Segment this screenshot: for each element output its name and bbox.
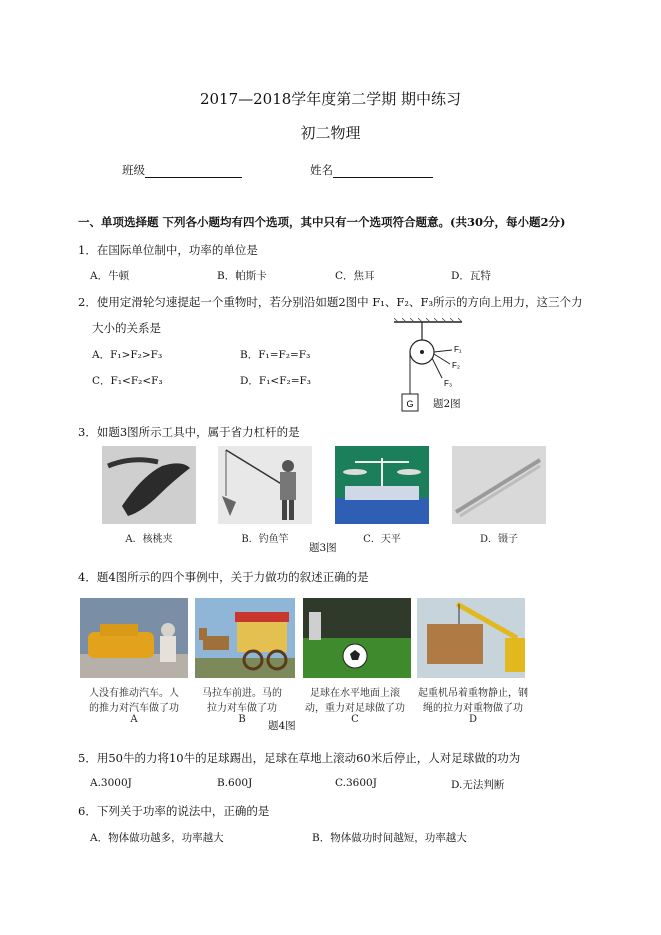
balance-icon: [335, 446, 429, 524]
q4-stem: 4．题4图所示的四个事例中，关于力做功的叙述正确的是: [78, 570, 369, 584]
push-car-image: [80, 598, 188, 678]
weight-label: G: [406, 399, 414, 409]
fishing-rod-image: [218, 446, 312, 524]
q3-caption-c: C．天平: [363, 534, 401, 545]
q5-option-a: A.3000J: [90, 777, 132, 789]
q3-stem: 3．如题3图所示工具中，属于省力杠杆的是: [78, 425, 300, 439]
q4-caption-a-line1: 人没有推动汽车。人: [89, 688, 179, 699]
q1-option-d: D．瓦特: [451, 270, 491, 282]
name-field: [310, 162, 433, 178]
fishing-rod-icon: [218, 446, 312, 524]
q5-option-c: C.3600J: [335, 777, 377, 789]
class-field: [122, 162, 242, 178]
name-blank[interactable]: [333, 163, 433, 178]
q4-caption-d: [412, 684, 534, 725]
q2-stem-line2: 大小的关系是: [92, 321, 161, 335]
q4-caption-d-line1: 起重机吊着重物静止，钢: [418, 688, 528, 699]
q2-stem-line1: 2．使用定滑轮匀速提起一个重物时，若分别沿如题2图中 F₁、F₂、F₃所示的方向上用力，这三个力: [78, 295, 583, 309]
horse-cart-image: [195, 598, 295, 678]
tweezers-image: [452, 446, 546, 524]
crane-image: [417, 598, 525, 678]
balance-image: [335, 446, 429, 524]
q2-option-b: B．F₁=F₂=F₃: [240, 349, 311, 361]
q2-option-a: A．F₁>F₂>F₃: [92, 349, 163, 361]
force-label-f1: F₁: [454, 345, 462, 354]
q4-figure-caption: 题4图: [268, 720, 296, 732]
class-label: 班级: [122, 163, 145, 177]
q6-option-b: B．物体做功时间越短，功率越大: [312, 832, 467, 844]
crane-icon: [417, 598, 525, 678]
q4-caption-c-line2: 动，重力对足球做了功: [305, 703, 405, 714]
nutcracker-icon: [102, 446, 196, 524]
q3-caption-b: B．钓鱼竿: [241, 534, 289, 545]
nutcracker-image: [102, 446, 196, 524]
q4-caption-b-line1: 马拉车前进。马的: [202, 688, 282, 699]
q5-option-b: B.600J: [217, 777, 253, 789]
q4-caption-d-letter: D: [468, 714, 478, 725]
q4-caption-d-line2: 绳的拉力对重物做了功: [423, 703, 523, 714]
q1-option-b: B．帕斯卡: [217, 270, 267, 282]
horse-cart-icon: [195, 598, 295, 678]
tweezers-icon: [452, 446, 546, 524]
q2-figure-caption: 题2图: [433, 398, 461, 410]
q3-caption-a: A．核桃夹: [125, 534, 173, 545]
football-image: [303, 598, 411, 678]
exam-title: 2017—2018学年度第二学期 期中练习: [199, 90, 462, 108]
q4-caption-b-line2: 拉力对车做了功: [207, 703, 277, 714]
q1-option-a: A．牛顿: [90, 270, 130, 282]
q2-option-c: C．F₁<F₂<F₃: [92, 375, 163, 387]
push-car-icon: [80, 598, 188, 678]
subject-title: 初二物理: [300, 124, 361, 142]
q5-option-d: D.无法判断: [451, 779, 505, 791]
q2-option-d: D．F₁<F₂=F₃: [240, 375, 311, 387]
q1-option-c: C．焦耳: [335, 270, 375, 282]
force-label-f2: F₂: [452, 361, 460, 370]
q6-option-a: A．物体做功越多，功率越大: [90, 832, 224, 844]
q6-stem: 6．下列关于功率的说法中，正确的是: [78, 804, 270, 818]
q3-caption-d: D．镊子: [479, 534, 519, 545]
q4-caption-a-line2: 的推力对汽车做了功: [89, 703, 179, 714]
q4-caption-c: [300, 684, 410, 725]
q4-caption-a-letter: A: [130, 714, 138, 725]
q4-caption-b-letter: B: [238, 714, 246, 725]
name-label: 姓名: [310, 163, 333, 177]
section-heading: 一、单项选择题 下列各小题均有四个选项，其中只有一个选项符合题意。(共30分，每小题2分): [78, 215, 566, 229]
class-blank[interactable]: [145, 163, 242, 178]
q4-caption-c-letter: C: [351, 714, 359, 725]
football-icon: [303, 598, 411, 678]
q4-caption-a: [80, 684, 188, 725]
q3-figure-caption: 题3图: [309, 542, 337, 554]
force-label-f3: F₃: [444, 379, 453, 388]
q4-caption-c-line1: 足球在水平地面上滚: [310, 688, 400, 699]
q5-stem: 5．用50牛的力将10牛的足球踢出，足球在草地上滚动60米后停止，人对足球做的功为: [78, 751, 521, 765]
q1-stem: 1．在国际单位制中，功率的单位是: [78, 243, 258, 257]
